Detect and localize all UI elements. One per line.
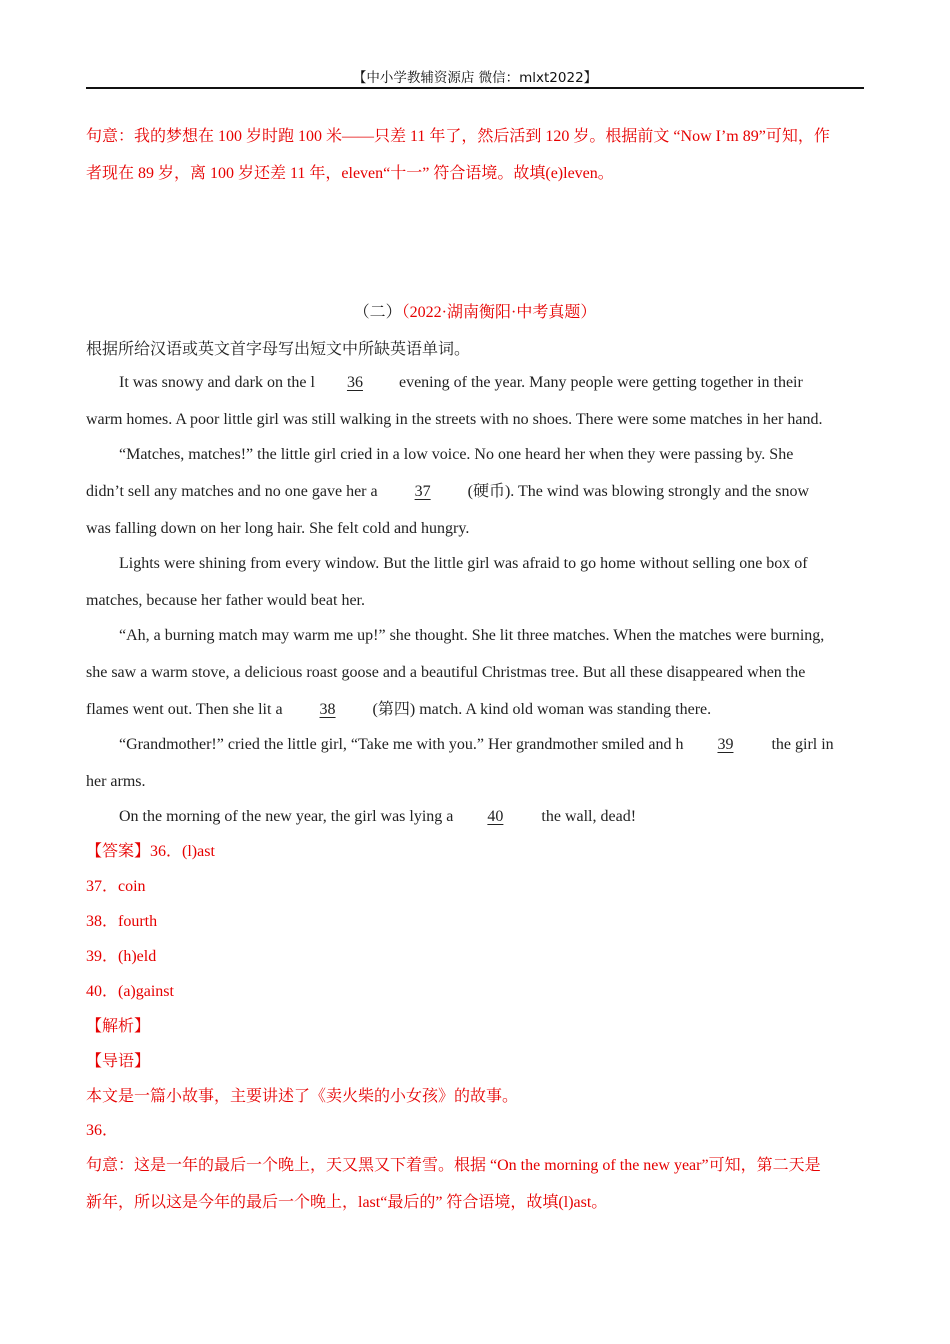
guide-label: 【导语】: [86, 1053, 151, 1070]
blank-36: 36: [346, 374, 363, 391]
blank-39: 39: [717, 736, 734, 753]
passage-line: “Ah, a burning match may warm me up!” she thought. She lit three matches. When the matches were burning,: [119, 627, 825, 644]
answer-36: 【答案】36．(l)ast: [86, 843, 215, 860]
answer-38: 38．fourth: [86, 913, 158, 930]
answer-40: 40．(a)gainst: [86, 983, 174, 1000]
section-heading: [86, 302, 864, 324]
blank-40: 40: [487, 808, 504, 825]
guide-text: 本文是一篇小故事，主要讲述了《卖火柴的小女孩》的故事。: [86, 1088, 519, 1105]
passage-line: Lights were shining from every window. But the little girl was afraid to go home without selling one box of: [119, 555, 808, 572]
passage-line: was falling down on her long hair. She felt cold and hungry.: [86, 520, 470, 537]
passage-line: didn’t sell any matches and no one gave her a 37 (硬币). The wind was blowing strongly and the snow: [86, 481, 809, 503]
passage-line: she saw a warm stove, a delicious roast goose and a beautiful Christmas tree. But all these disappeared when the: [86, 664, 806, 681]
blank-38: 38: [319, 701, 336, 718]
analysis-label: 【解析】: [86, 1018, 151, 1035]
header-divider: [86, 87, 864, 89]
passage-line: her arms.: [86, 773, 146, 790]
passage-line: “Grandmother!” cried the little girl, “Take me with you.” Her grandmother smiled and h 39 the girl in: [119, 734, 834, 756]
passage-line: “Matches, matches!” the little girl cried in a low voice. No one heard her when they were passing by. She: [119, 446, 794, 463]
answer-label: 【答案】: [86, 843, 151, 860]
passage-line: flames went out. Then she lit a 38 (第四) match. A kind old woman was standing there.: [86, 699, 711, 721]
explanation-36-number: 36．: [86, 1122, 119, 1139]
prev-explanation-line-1: 句意：我的梦想在 100 岁时跑 100 米——只差 11 年了，然后活到 120 岁。根据前文 “Now I’m 89”可知，作: [86, 128, 830, 145]
page-header: 【中小学教辅资源店 微信：mlxt2022】: [352, 70, 598, 86]
explanation-36-line-2: 新年，所以这是今年的最后一个晚上，last“最后的” 符合语境，故填(l)ast。: [86, 1194, 608, 1211]
section-number: （二）: [353, 304, 402, 321]
passage-line: It was snowy and dark on the l 36 evening of the year. Many people were getting together in their: [119, 372, 803, 394]
prev-explanation-line-2: 者现在 89 岁，离 100 岁还差 11 年，eleven“十一” 符合语境。故填(e)leven。: [86, 165, 614, 182]
answer-37: 37．coin: [86, 878, 146, 895]
passage-line: matches, because her father would beat her.: [86, 592, 365, 609]
instruction: 根据所给汉语或英文首字母写出短文中所缺英语单词。: [86, 341, 471, 358]
blank-37: 37: [414, 483, 431, 500]
explanation-36-line-1: 句意：这是一年的最后一个晚上，天又黑又下着雪。根据 “On the morning of the new year”可知，第二天是: [86, 1157, 821, 1174]
passage-line: warm homes. A poor little girl was still walking in the streets with no shoes. There were some matches in her hand.: [86, 411, 823, 428]
section-source: （2022·湖南衡阳·中考真题）: [401, 304, 597, 321]
passage-line: On the morning of the new year, the girl was lying a 40 the wall, dead!: [119, 806, 636, 828]
answer-39: 39．(h)eld: [86, 948, 157, 965]
